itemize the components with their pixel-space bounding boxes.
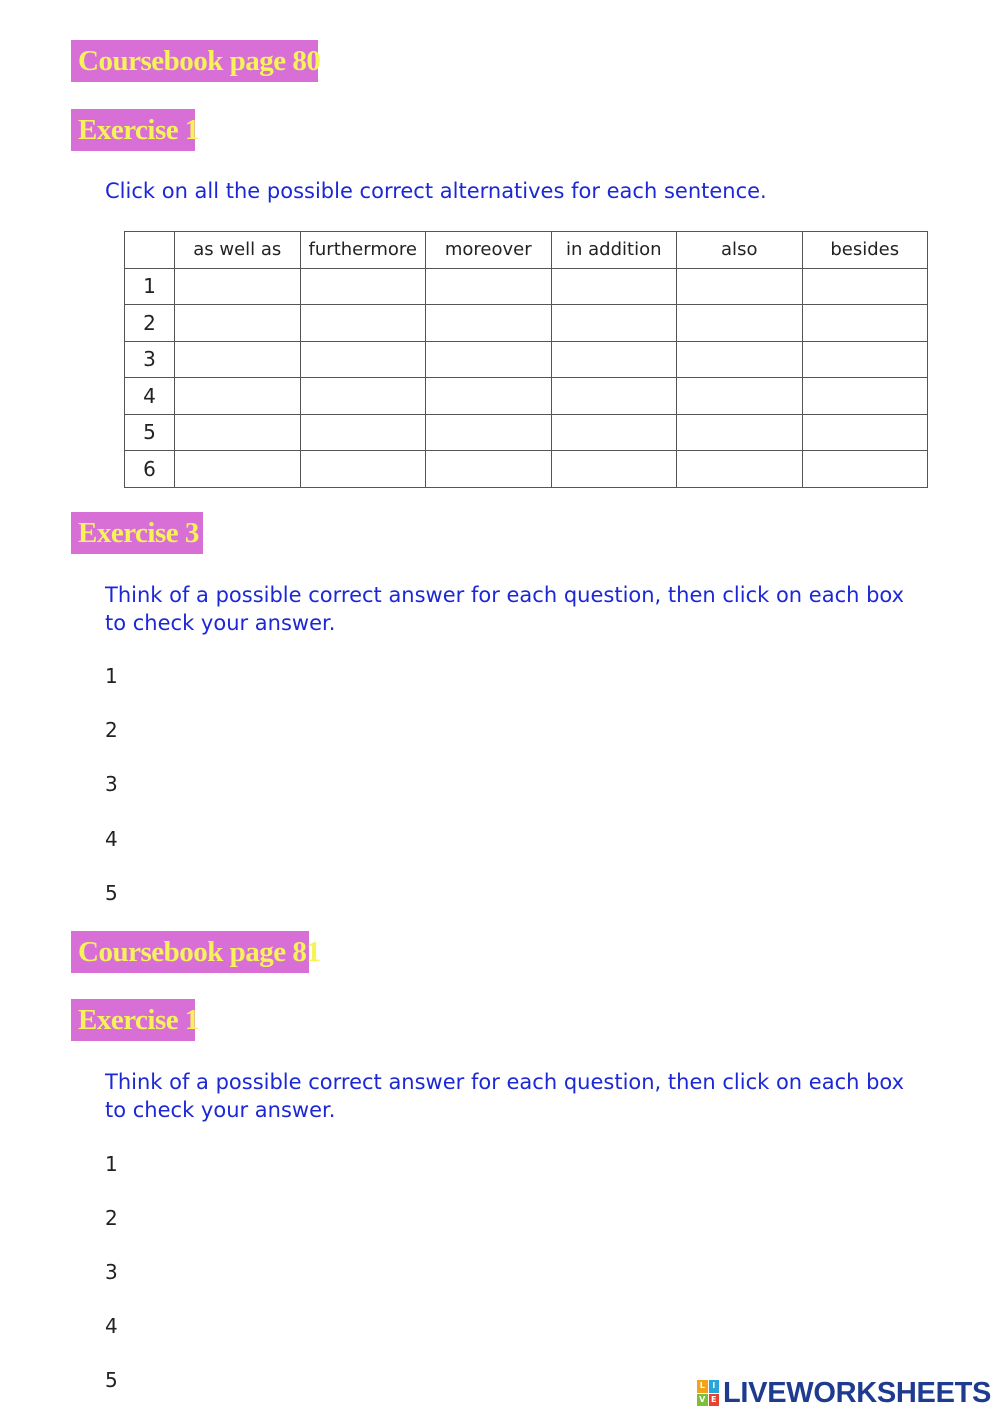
answer-cell[interactable] bbox=[175, 451, 301, 488]
answer-cell[interactable] bbox=[175, 305, 301, 342]
exercise-3-question-number: 3 bbox=[105, 772, 118, 796]
exercise-3-question-number: 5 bbox=[105, 881, 118, 905]
table-header-besides: besides bbox=[802, 232, 928, 269]
row-number: 4 bbox=[125, 378, 175, 415]
answer-cell[interactable] bbox=[677, 305, 803, 342]
table-header-moreover: moreover bbox=[426, 232, 552, 269]
table-header-furthermore: furthermore bbox=[300, 232, 426, 269]
logo-mark-tile: E bbox=[709, 1394, 720, 1407]
exercise-1-p81-heading: Exercise 1 bbox=[71, 999, 195, 1041]
answer-cell[interactable] bbox=[300, 414, 426, 451]
exercise-1-heading: Exercise 1 bbox=[71, 109, 195, 151]
answer-cell[interactable] bbox=[551, 378, 677, 415]
exercise-3-instruction bbox=[105, 581, 925, 637]
row-number: 1 bbox=[125, 268, 175, 305]
answer-cell[interactable] bbox=[677, 268, 803, 305]
p81-question-number: 3 bbox=[105, 1260, 118, 1284]
answer-cell[interactable] bbox=[677, 451, 803, 488]
answer-cell[interactable] bbox=[426, 378, 552, 415]
liveworksheets-logo bbox=[697, 1376, 991, 1410]
answer-cell[interactable] bbox=[300, 378, 426, 415]
exercise-3-heading: Exercise 3 bbox=[71, 512, 203, 554]
table-row bbox=[125, 451, 928, 488]
liveworksheets-logo-text: LIVEWORKSHEETS bbox=[723, 1376, 992, 1409]
answer-cell[interactable] bbox=[426, 305, 552, 342]
answer-cell[interactable] bbox=[175, 268, 301, 305]
answer-cell[interactable] bbox=[426, 414, 552, 451]
alternatives-table bbox=[124, 231, 928, 488]
table-header-blank bbox=[125, 232, 175, 269]
answer-cell[interactable] bbox=[802, 268, 928, 305]
table-row bbox=[125, 414, 928, 451]
answer-cell[interactable] bbox=[175, 378, 301, 415]
liveworksheets-logo-mark bbox=[697, 1380, 719, 1406]
answer-cell[interactable] bbox=[300, 451, 426, 488]
answer-cell[interactable] bbox=[426, 268, 552, 305]
table-header-in-addition: in addition bbox=[551, 232, 677, 269]
p81-question-number: 1 bbox=[105, 1152, 118, 1176]
row-number: 6 bbox=[125, 451, 175, 488]
answer-cell[interactable] bbox=[802, 305, 928, 342]
answer-cell[interactable] bbox=[551, 305, 677, 342]
table-header-also: also bbox=[677, 232, 803, 269]
answer-cell[interactable] bbox=[426, 451, 552, 488]
exercise-1-p81-instruction-line-2: to check your answer. bbox=[105, 1098, 336, 1122]
row-number: 2 bbox=[125, 305, 175, 342]
answer-cell[interactable] bbox=[551, 268, 677, 305]
answer-cell[interactable] bbox=[551, 451, 677, 488]
p81-question-number: 4 bbox=[105, 1314, 118, 1338]
answer-cell[interactable] bbox=[175, 414, 301, 451]
logo-mark-tile: L bbox=[697, 1380, 708, 1393]
answer-cell[interactable] bbox=[802, 414, 928, 451]
answer-cell[interactable] bbox=[802, 378, 928, 415]
table-header-as-well-as: as well as bbox=[175, 232, 301, 269]
logo-mark-tile: I bbox=[709, 1380, 720, 1393]
answer-cell[interactable] bbox=[802, 451, 928, 488]
answer-cell[interactable] bbox=[426, 341, 552, 378]
row-number: 5 bbox=[125, 414, 175, 451]
exercise-3-question-number: 1 bbox=[105, 664, 118, 688]
answer-cell[interactable] bbox=[300, 268, 426, 305]
exercise-3-instruction-line-2: to check your answer. bbox=[105, 611, 336, 635]
answer-cell[interactable] bbox=[551, 414, 677, 451]
answer-cell[interactable] bbox=[677, 378, 803, 415]
page-heading-81: Coursebook page 81 bbox=[71, 931, 309, 973]
answer-cell[interactable] bbox=[551, 341, 677, 378]
p81-question-number: 5 bbox=[105, 1368, 118, 1392]
exercise-3-question-number: 4 bbox=[105, 827, 118, 851]
answer-cell[interactable] bbox=[300, 341, 426, 378]
table-row bbox=[125, 378, 928, 415]
table-row bbox=[125, 305, 928, 342]
answer-cell[interactable] bbox=[677, 341, 803, 378]
table-header-row bbox=[125, 232, 928, 269]
row-number: 3 bbox=[125, 341, 175, 378]
p81-question-number: 2 bbox=[105, 1206, 118, 1230]
answer-cell[interactable] bbox=[300, 305, 426, 342]
table-row bbox=[125, 268, 928, 305]
answer-cell[interactable] bbox=[802, 341, 928, 378]
exercise-1-p81-instruction-line-1: Think of a possible correct answer for each question, then click on each box bbox=[105, 1070, 905, 1094]
exercise-3-instruction-line-1: Think of a possible correct answer for each question, then click on each box bbox=[105, 583, 905, 607]
table-row bbox=[125, 341, 928, 378]
exercise-1-p81-instruction bbox=[105, 1068, 925, 1124]
exercise-1-instruction: Click on all the possible correct alternatives for each sentence. bbox=[105, 179, 767, 203]
page-heading-80: Coursebook page 80 bbox=[71, 40, 318, 82]
answer-cell[interactable] bbox=[175, 341, 301, 378]
logo-mark-tile: V bbox=[697, 1394, 708, 1407]
answer-cell[interactable] bbox=[677, 414, 803, 451]
exercise-3-question-number: 2 bbox=[105, 718, 118, 742]
